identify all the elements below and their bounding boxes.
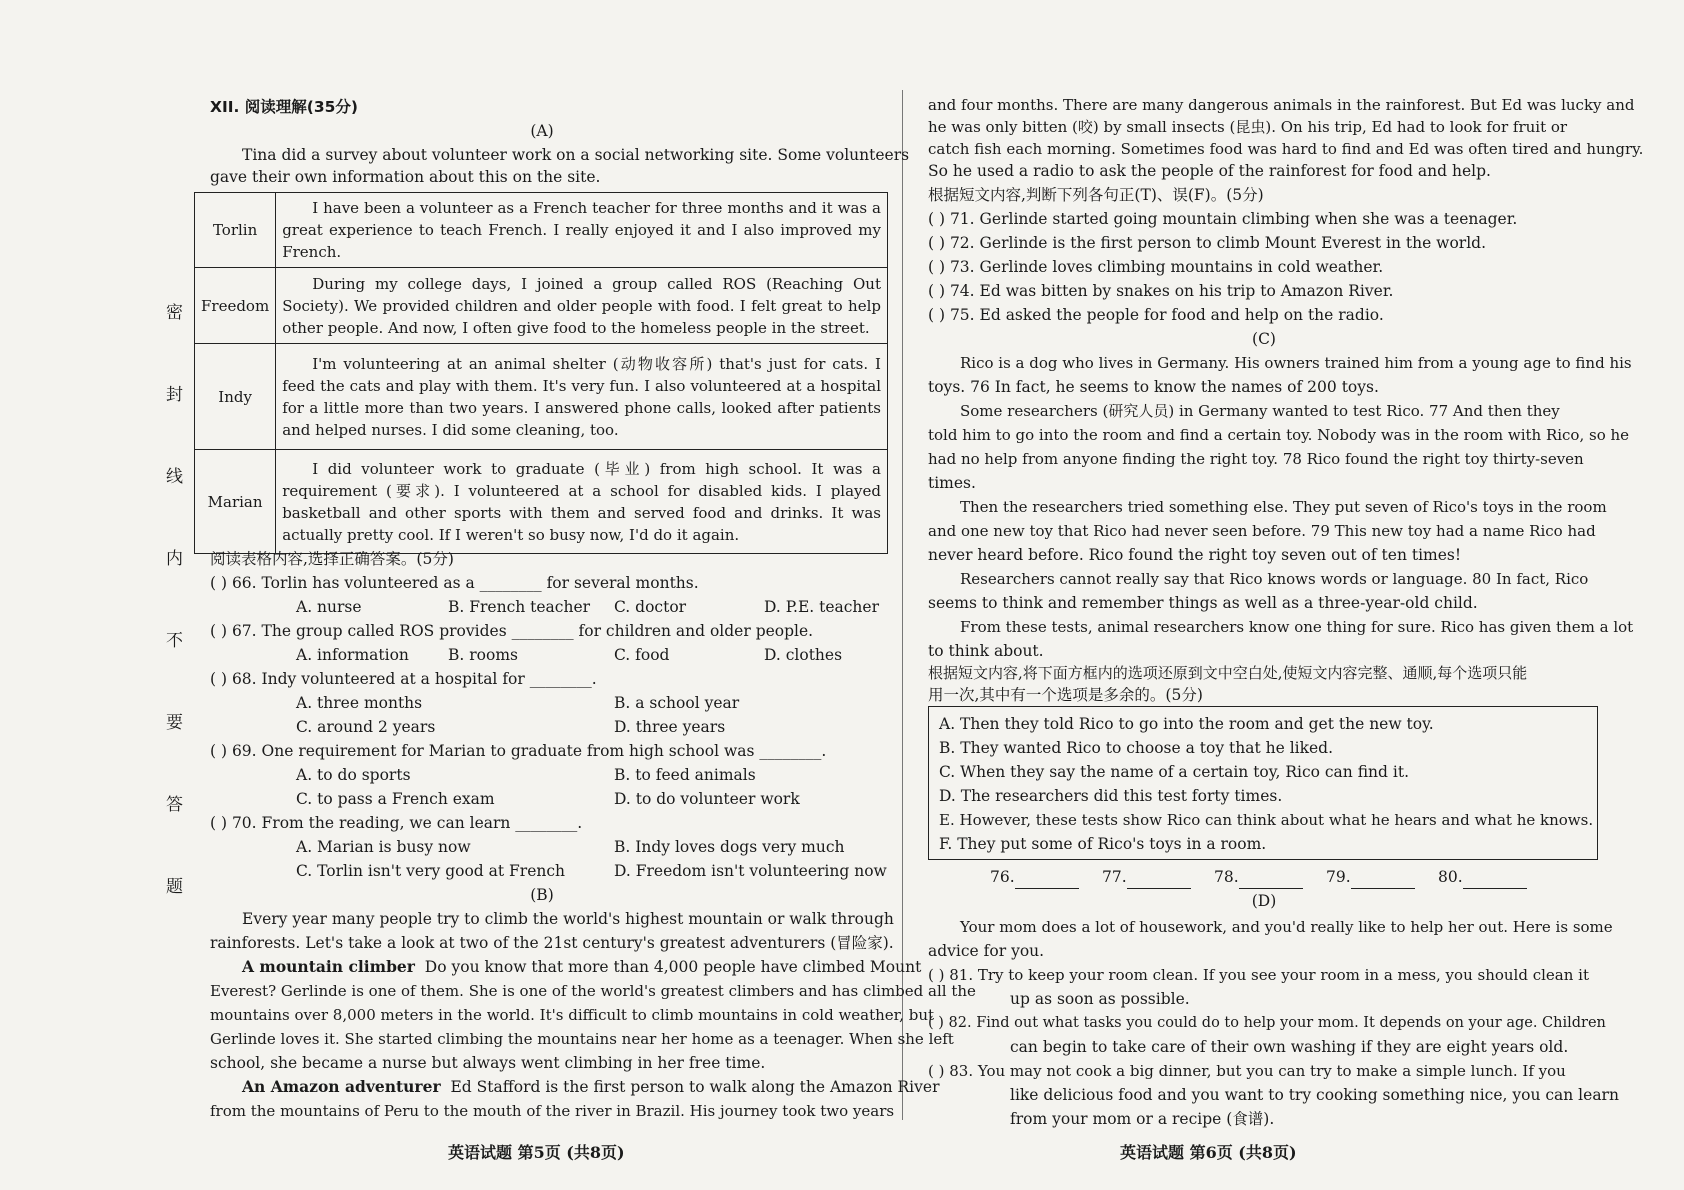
question-81: ( ) 81. Try to keep your room clean. If you see your room in a mess, you should clean it bbox=[928, 966, 1589, 984]
page-footer: 英语试题 第5页 (共8页) bbox=[448, 1143, 625, 1162]
answer-label: 78. bbox=[1214, 868, 1239, 886]
passage-line: toys. 76 In fact, he seems to know the names of 200 toys. bbox=[928, 378, 1379, 396]
volunteer-name: Indy bbox=[195, 344, 276, 450]
option: B. a school year bbox=[614, 694, 740, 712]
option: C. doctor bbox=[614, 598, 687, 616]
option: A. nurse bbox=[296, 598, 362, 616]
option-b: B. They wanted Rico to choose a toy that he liked. bbox=[939, 739, 1334, 757]
passage-line: mountains over 8,000 meters in the world. It's difficult to climb mountains in cold weather, but bbox=[210, 1006, 935, 1024]
option: D. to do volunteer work bbox=[614, 790, 800, 808]
answer-label: 80. bbox=[1438, 868, 1463, 886]
subheading: A mountain climber bbox=[242, 957, 415, 976]
passage-line: never heard before. Rico found the right toy seven out of ten times! bbox=[928, 546, 1462, 564]
option: D. P.E. teacher bbox=[764, 598, 880, 616]
passage-line: he was only bitten (咬) by small insects (昆虫). On his trip, Ed had to look for fruit or bbox=[928, 118, 1568, 136]
volunteer-name: Freedom bbox=[195, 268, 276, 344]
option: C. Torlin isn't very good at French bbox=[296, 862, 566, 880]
question-81-cont: up as soon as possible. bbox=[1010, 990, 1190, 1008]
seal-char: 线 bbox=[166, 467, 183, 487]
volunteer-text: I did volunteer work to graduate (毕业) from high school. It was a requirement (要求). I volunteered at a school for disabled kids. I played basketball and other sports with them and served food and drinks. It was actually pretty cool. If I weren't so busy now, I'd do it again. bbox=[276, 450, 888, 554]
option-c: C. When they say the name of a certain toy, Rico can find it. bbox=[939, 763, 1409, 781]
question-75: ( ) 75. Ed asked the people for food and help on the radio. bbox=[928, 306, 1384, 324]
passage-text: Ed Stafford is the first person to walk along the Amazon River bbox=[450, 1078, 940, 1096]
passage-line: times. bbox=[928, 474, 976, 492]
passage-line: advice for you. bbox=[928, 942, 1045, 960]
answer-blank-78[interactable] bbox=[1214, 866, 1303, 889]
seal-char: 密 bbox=[166, 303, 183, 323]
option: D. clothes bbox=[764, 646, 843, 664]
passage-line: from the mountains of Peru to the mouth of the river in Brazil. His journey took two years bbox=[210, 1102, 895, 1120]
passage-line: to think about. bbox=[928, 642, 1044, 660]
table-row bbox=[195, 344, 888, 450]
answer-label: 76. bbox=[990, 868, 1015, 886]
passage-line: seems to think and remember things as well as a three-year-old child. bbox=[928, 594, 1478, 612]
passage-line: told him to go into the room and find a certain toy. Nobody was in the room with Rico, so he bbox=[928, 426, 1630, 444]
answer-blank-76[interactable] bbox=[990, 866, 1079, 889]
passage-line bbox=[242, 1076, 939, 1098]
passage-line: catch fish each morning. Sometimes food was hard to find and Ed was often tired and hungry. bbox=[928, 140, 1644, 158]
volunteer-text: I'm volunteering at an animal shelter (动物收容所) that's just for cats. I feed the cats and play with them. It's very fun. I also volunteered at a hospital for a little more than two years. I answered phone calls, looked after patients and helped nurses. I did some cleaning, too. bbox=[276, 344, 888, 450]
instruction: 用一次,其中有一个选项是多余的。(5分) bbox=[928, 686, 1203, 704]
passage-line: Gerlinde loves it. She started climbing the mountains near her home as a teenager. When she left bbox=[210, 1030, 954, 1048]
option: D. Freedom isn't volunteering now bbox=[614, 862, 887, 880]
question-83-cont: from your mom or a recipe (食谱). bbox=[1010, 1110, 1275, 1128]
question-67: ( ) 67. The group called ROS provides ________ for children and older people. bbox=[210, 622, 814, 640]
option: D. three years bbox=[614, 718, 726, 736]
option-d: D. The researchers did this test forty times. bbox=[939, 787, 1283, 805]
passage-line: So he used a radio to ask the people of the rainforest for food and help. bbox=[928, 162, 1491, 180]
volunteer-name: Torlin bbox=[195, 193, 276, 268]
passage-line: and four months. There are many dangerous animals in the rainforest. But Ed was lucky and bbox=[928, 96, 1635, 114]
options-box bbox=[928, 706, 1598, 860]
seal-char: 不 bbox=[166, 631, 183, 651]
question-83: ( ) 83. You may not cook a big dinner, but you can try to make a simple lunch. If you bbox=[928, 1062, 1566, 1080]
volunteer-table bbox=[194, 192, 888, 554]
answer-label: 79. bbox=[1326, 868, 1351, 886]
option: C. around 2 years bbox=[296, 718, 436, 736]
option-a: A. Then they told Rico to go into the room and get the new toy. bbox=[939, 715, 1434, 733]
option: A. Marian is busy now bbox=[296, 838, 471, 856]
option-f: F. They put some of Rico's toys in a room. bbox=[939, 835, 1267, 853]
question-68: ( ) 68. Indy volunteered at a hospital for ________. bbox=[210, 670, 597, 688]
question-73: ( ) 73. Gerlinde loves climbing mountains in cold weather. bbox=[928, 258, 1384, 276]
question-82-cont: can begin to take care of their own washing if they are eight years old. bbox=[1010, 1038, 1569, 1056]
seal-char: 要 bbox=[166, 713, 183, 733]
seal-char: 内 bbox=[166, 549, 183, 569]
option: B. Indy loves dogs very much bbox=[614, 838, 845, 856]
passage-line: Some researchers (研究人员) in Germany wanted to test Rico. 77 And then they bbox=[960, 402, 1560, 420]
volunteer-name: Marian bbox=[195, 450, 276, 554]
question-70: ( ) 70. From the reading, we can learn ________. bbox=[210, 814, 583, 832]
passage-line: Rico is a dog who lives in Germany. His owners trained him from a young age to find his bbox=[960, 354, 1632, 372]
part-d-heading: (D) bbox=[1251, 892, 1277, 910]
passage-line: Researchers cannot really say that Rico knows words or language. 80 In fact, Rico bbox=[960, 570, 1589, 588]
option: B. rooms bbox=[448, 646, 518, 664]
instruction: 根据短文内容,判断下列各句正(T)、误(F)。(5分) bbox=[928, 186, 1264, 204]
option: A. three months bbox=[296, 694, 423, 712]
passage-line: Every year many people try to climb the world's highest mountain or walk through bbox=[242, 910, 894, 928]
table-row bbox=[195, 450, 888, 554]
question-71: ( ) 71. Gerlinde started going mountain climbing when she was a teenager. bbox=[928, 210, 1518, 228]
seal-char: 答 bbox=[166, 795, 183, 815]
passage-line: Everest? Gerlinde is one of them. She is one of the world's greatest climbers and has climbed all the bbox=[210, 982, 976, 1000]
option: A. to do sports bbox=[296, 766, 411, 784]
subheading: An Amazon adventurer bbox=[242, 1077, 441, 1096]
passage-line: Then the researchers tried something else. They put seven of Rico's toys in the room bbox=[960, 498, 1607, 516]
instruction: 根据短文内容,将下面方框内的选项还原到文中空白处,使短文内容完整、通顺,每个选项只能 bbox=[928, 664, 1528, 682]
passage-line bbox=[242, 956, 921, 978]
option-e: E. However, these tests show Rico can think about what he hears and what he knows. bbox=[939, 811, 1594, 829]
option: B. to feed animals bbox=[614, 766, 756, 784]
passage-line: school, she became a nurse but always went climbing in her free time. bbox=[210, 1054, 766, 1072]
part-a-heading: (A) bbox=[530, 122, 554, 140]
table-row bbox=[195, 193, 888, 268]
intro-line: gave their own information about this on the site. bbox=[210, 168, 601, 186]
option: C. food bbox=[614, 646, 670, 664]
seal-char: 封 bbox=[166, 385, 183, 405]
table-row bbox=[195, 268, 888, 344]
instruction: 阅读表格内容,选择正确答案。(5分) bbox=[210, 550, 454, 568]
passage-line: had no help from anyone finding the right toy. 78 Rico found the right toy thirty-seven bbox=[928, 450, 1584, 468]
intro-line: Tina did a survey about volunteer work on a social networking site. Some volunteers bbox=[242, 146, 910, 164]
part-b-heading: (B) bbox=[530, 886, 554, 904]
seal-char: 题 bbox=[166, 877, 183, 897]
passage-text: Do you know that more than 4,000 people have climbed Mount bbox=[424, 958, 922, 976]
volunteer-text: During my college days, I joined a group called ROS (Reaching Out Society). We provided children and older people with food. I felt great to help other people. And now, I often give food to the homeless people in the street. bbox=[276, 268, 888, 344]
answer-blank-80[interactable] bbox=[1438, 866, 1527, 889]
passage-line: rainforests. Let's take a look at two of the 21st century's greatest adventurers (冒险家). bbox=[210, 934, 894, 952]
passage-line: From these tests, animal researchers know one thing for sure. Rico has given them a lot bbox=[960, 618, 1634, 636]
answer-label: 77. bbox=[1102, 868, 1127, 886]
question-82: ( ) 82. Find out what tasks you could do to help your mom. It depends on your age. Children bbox=[928, 1015, 1606, 1031]
volunteer-text: I have been a volunteer as a French teacher for three months and it was a great experience to teach French. I really enjoyed it and I also improved my French. bbox=[276, 193, 888, 268]
option: C. to pass a French exam bbox=[296, 790, 495, 808]
question-74: ( ) 74. Ed was bitten by snakes on his trip to Amazon River. bbox=[928, 282, 1394, 300]
answer-blank-79[interactable] bbox=[1326, 866, 1415, 889]
option: A. information bbox=[296, 646, 409, 664]
question-72: ( ) 72. Gerlinde is the first person to climb Mount Everest in the world. bbox=[928, 234, 1486, 252]
option: B. French teacher bbox=[448, 598, 591, 616]
page-footer: 英语试题 第6页 (共8页) bbox=[1120, 1143, 1297, 1162]
question-66: ( ) 66. Torlin has volunteered as a ________ for several months. bbox=[210, 574, 699, 592]
passage-line: Your mom does a lot of housework, and you'd really like to help her out. Here is some bbox=[960, 918, 1613, 936]
question-83-cont: like delicious food and you want to try cooking something nice, you can learn bbox=[1010, 1086, 1619, 1104]
answer-blank-77[interactable] bbox=[1102, 866, 1191, 889]
part-c-heading: (C) bbox=[1252, 330, 1276, 348]
question-69: ( ) 69. One requirement for Marian to graduate from high school was ________. bbox=[210, 742, 827, 760]
section-heading: XII. 阅读理解(35分) bbox=[210, 98, 359, 116]
passage-line: and one new toy that Rico had never seen before. 79 This new toy had a name Rico had bbox=[928, 522, 1596, 540]
